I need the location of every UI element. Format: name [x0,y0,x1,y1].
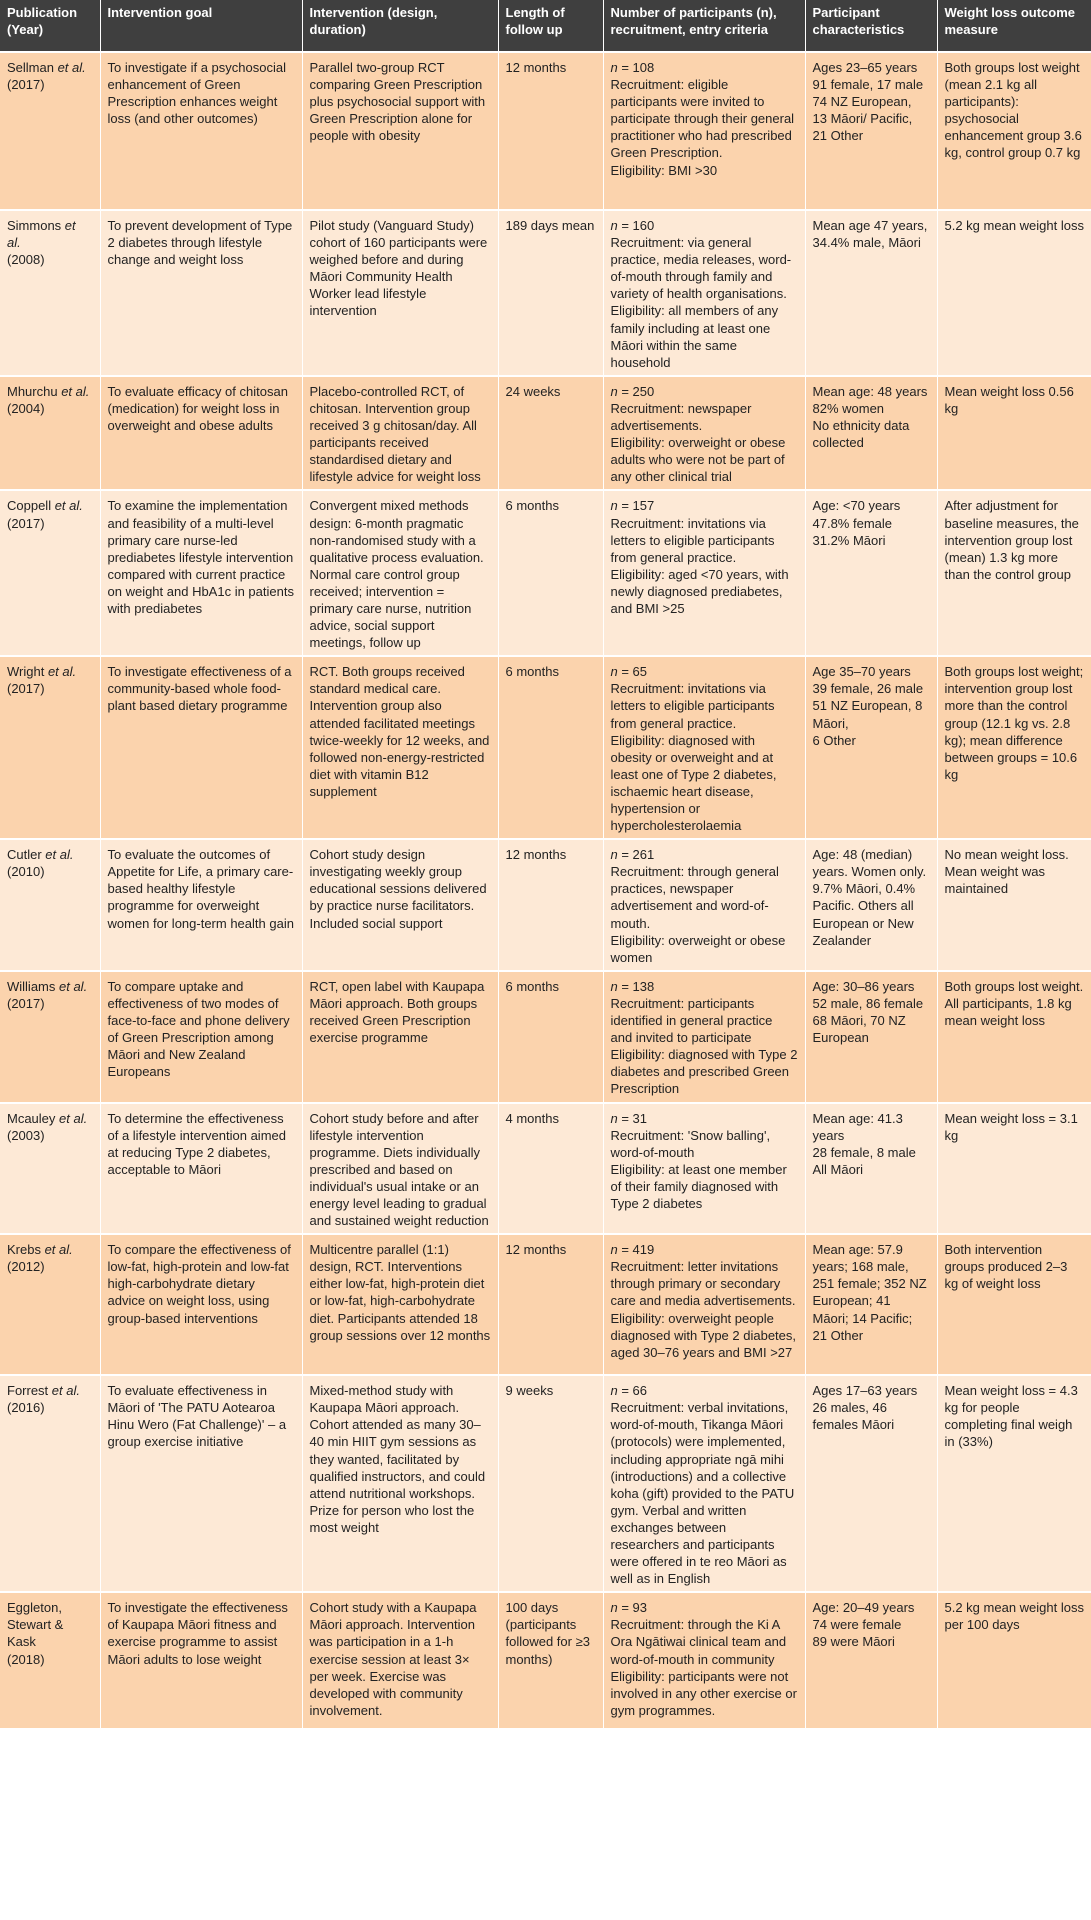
publication-author: Cutler [7,847,42,863]
publication-author: Mhurchu [7,383,58,399]
publication-year: (2003) [7,1127,45,1143]
publication-year: (2010) [7,864,45,880]
participant-count: = 160 [617,218,655,233]
publication-cell [0,839,100,971]
table-row [0,490,1091,656]
publication-author: Simmons [7,218,62,233]
recruitment-text: Recruitment: through the Ki A Ora Ngātiwai clinical team and word-of-mouth in community Eligibility: participants were not involved in any other exercise or gym programmes. [610,1617,797,1718]
outcome-cell: Both groups lost weight. All participants, 1.8 kg mean weight loss [937,971,1091,1103]
table-row [0,656,1091,839]
goal-cell: To evaluate efficacy of chitosan (medication) for weight loss in overweight and obese adults [100,376,302,491]
publication-cell [0,490,100,656]
participants-cell [603,1375,805,1592]
header-participants: Number of participants (n), recruitment, entry criteria [603,0,805,52]
outcome-cell: Both intervention groups produced 2–3 kg of weight loss [937,1234,1091,1375]
publication-author: Coppell [7,498,52,514]
participants-cell [603,1234,805,1375]
outcome-cell: Mean weight loss = 4.3 kg for people completing final weigh in (33%) [937,1375,1091,1592]
table-row [0,52,1091,210]
follow-up-cell: 100 days (participants followed for ≥3 months) [498,1592,603,1729]
goal-cell: To compare the effectiveness of low-fat, high-protein and low-fat high-carbohydrate dietary advice on weight loss, using group-based interventions [100,1234,302,1375]
participants-cell [603,210,805,376]
participant-count: = 66 [617,1383,648,1399]
recruitment-text: Recruitment: through general practices, newspaper advertisement and word-of-mouth. Eligibility: overweight or obese women [610,864,786,965]
n-symbol: n [610,1242,618,1258]
n-symbol: n [610,218,618,233]
participant-count: = 250 [617,383,655,399]
design-cell: Cohort study with a Kaupapa Māori approach. Intervention was participation in a 1-h exercise session at least 3× per week. Exercise was developed with community involvement. [302,1592,498,1729]
publication-cell [0,656,100,839]
n-symbol: n [610,1110,618,1126]
recruitment-text: Recruitment: via general practice, media releases, word-of-mouth through family and variety of health organisations. Eligibility: all members of any family including at least one Māori within the same household [610,235,792,370]
header-intervention-design: Intervention (design, duration) [302,0,498,52]
recruitment-text: Recruitment: eligible participants were invited to participate through their general practitioner who had prescribed Green Prescription. Eligibility: BMI >30 [610,77,795,178]
recruitment-text: Recruitment: letter invitations through primary or secondary care and media advertisements. Eligibility: overweight people diagnosed with Type 2 diabetes, aged 30–76 years and BMI >27 [610,1259,797,1360]
publication-author: Mcauley [7,1110,56,1126]
table-row [0,1234,1091,1375]
table-row [0,376,1091,491]
follow-up-cell: 6 months [498,656,603,839]
participant-count: = 31 [617,1110,648,1126]
header-follow-up: Length of follow up [498,0,603,52]
publication-year: (2016) [7,1400,45,1416]
goal-cell: To examine the implementation and feasibility of a multi-level primary care nurse-led prediabetes lifestyle intervention compared with current practice on weight and HbA1c in patients with prediabetes [100,490,302,656]
publication-cell [0,376,100,491]
header-row [0,0,1091,52]
table-row [0,1592,1091,1729]
table-row [0,1375,1091,1592]
table-body [0,52,1091,1729]
outcome-cell: Both groups lost weight; intervention group lost more than the control group (12.1 kg vs. 2.8 kg); mean difference between groups = 10.6 kg [937,656,1091,839]
table-row [0,210,1091,376]
n-symbol: n [610,847,618,863]
goal-cell: To determine the effectiveness of a lifestyle intervention aimed at reducing Type 2 diabetes, acceptable to Māori [100,1103,302,1235]
participant-count: = 157 [617,498,655,514]
characteristics-cell: Mean age: 57.9 years; 168 male, 251 female; 352 NZ European; 41 Māori; 14 Pacific; 21 Other [805,1234,937,1375]
design-cell: RCT. Both groups received standard medical care. Intervention group also attended facilitated meetings twice-weekly for 12 weeks, and followed non-energy-restricted diet with vitamin B12 supplement [302,656,498,839]
goal-cell: To evaluate effectiveness in Māori of 'The PATU Aotearoa Hinu Wero (Fat Challenge)' – a group exercise initiative [100,1375,302,1592]
goal-cell: To investigate effectiveness of a community-based whole food-plant based dietary programme [100,656,302,839]
participant-count: = 138 [617,978,655,994]
follow-up-cell: 4 months [498,1103,603,1235]
publication-author: Forrest [7,1383,49,1399]
outcome-cell: Both groups lost weight (mean 2.1 kg all participants): psychosocial enhancement group 3.6 kg, control group 0.7 kg [937,52,1091,210]
publication-year: (2008) [7,252,45,268]
outcome-cell: No mean weight loss. Mean weight was maintained [937,839,1091,971]
header-intervention-goal: Intervention goal [100,0,302,52]
publication-year: (2012) [7,1259,45,1275]
goal-cell: To compare uptake and effectiveness of two modes of face-to-face and phone delivery of Green Prescription among Māori and New Zealand Europeans [100,971,302,1103]
design-cell: RCT, open label with Kaupapa Māori approach. Both groups received Green Prescription exercise programme [302,971,498,1103]
participant-count: = 65 [617,664,648,680]
publication-author: Williams [7,978,56,994]
publication-year: (2004) [7,400,45,416]
publication-year: (2017) [7,77,45,93]
participants-cell [603,490,805,656]
publication-etal: et al. [55,978,88,994]
publication-author: Sellman [7,60,54,75]
recruitment-text: Recruitment: 'Snow balling', word-of-mouth Eligibility: at least one member of their family diagnosed with Type 2 diabetes [610,1127,787,1211]
participants-cell [603,52,805,210]
characteristics-cell: Ages 23–65 years 91 female, 17 male 74 NZ European, 13 Māori/ Pacific, 21 Other [805,52,937,210]
characteristics-cell: Mean age: 48 years 82% women No ethnicity data collected [805,376,937,491]
characteristics-cell: Age 35–70 years 39 female, 26 male 51 NZ European, 8 Māori, 6 Other [805,656,937,839]
follow-up-cell: 189 days mean [498,210,603,376]
publication-etal: et al. [51,498,83,514]
participants-cell [603,839,805,971]
follow-up-cell: 24 weeks [498,376,603,491]
goal-cell: To evaluate the outcomes of Appetite for Life, a primary care-based healthy lifestyle programme for overweight women for long-term health gain [100,839,302,971]
publication-etal: et al. [55,1110,88,1126]
publication-etal: et al. [57,383,90,399]
design-cell: Parallel two-group RCT comparing Green Prescription plus psychosocial support with Green Prescription alone for people with obesity [302,52,498,210]
publication-etal: et al. [40,1242,73,1258]
design-cell: Placebo-controlled RCT, of chitosan. Intervention group received 3 g chitosan/day. All participants received standardised dietary and lifestyle advice for weight loss [302,376,498,491]
follow-up-cell: 6 months [498,490,603,656]
n-symbol: n [610,60,618,75]
publication-cell [0,1592,100,1729]
participant-count: = 419 [617,1242,655,1258]
n-symbol: n [610,1383,618,1399]
publication-author: Wright [7,664,45,680]
outcome-cell: 5.2 kg mean weight loss [937,210,1091,376]
design-cell: Convergent mixed methods design: 6-month pragmatic non-randomised study with a qualitative process evaluation. Normal care control group received; intervention = primary care nurse, nutrition advice, social support meetings, follow up [302,490,498,656]
follow-up-cell: 12 months [498,1234,603,1375]
table-row [0,839,1091,971]
participants-cell [603,656,805,839]
outcome-cell: Mean weight loss 0.56 kg [937,376,1091,491]
publication-cell [0,52,100,210]
goal-cell: To investigate the effectiveness of Kaupapa Māori fitness and exercise programme to assist Māori adults to lose weight [100,1592,302,1729]
publication-cell [0,210,100,376]
header-publication: Publication (Year) [0,0,100,52]
publication-cell [0,1103,100,1235]
participant-count: = 261 [617,847,655,863]
recruitment-text: Recruitment: invitations via letters to eligible participants from general practice. Eligibility: diagnosed with obesity or overweight and at least one of Type 2 diabetes, ischaemic heart disease, hypertension or hypercholesterolaemia [610,681,777,834]
characteristics-cell: Age: 48 (median) years. Women only. 9.7% Māori, 0.4% Pacific. Others all European or New Zealander [805,839,937,971]
participants-cell [603,1592,805,1729]
design-cell: Multicentre parallel (1:1) design, RCT. Interventions either low-fat, high-protein diet or low-fat, high-carbohydrate diet. Participants attended 18 group sessions over 12 months [302,1234,498,1375]
publication-cell [0,971,100,1103]
design-cell: Cohort study design investigating weekly group educational sessions delivered by practice nurse facilitators. Included social support [302,839,498,971]
publication-year: (2017) [7,995,45,1011]
publication-etal: et al. [48,1383,80,1399]
design-cell: Cohort study before and after lifestyle intervention programme. Diets individually prescribed and based on individual's usual intake or an energy level leading to gradual and sustained weight reduction [302,1103,498,1235]
characteristics-cell: Ages 17–63 years 26 males, 46 females Māori [805,1375,937,1592]
header-characteristics: Participant characteristics [805,0,937,52]
characteristics-cell: Age: 20–49 years 74 were female 89 were Māori [805,1592,937,1729]
n-symbol: n [610,1600,618,1616]
publication-author: Krebs [7,1242,41,1258]
follow-up-cell: 6 months [498,971,603,1103]
table-header [0,0,1091,52]
outcome-cell: 5.2 kg mean weight loss per 100 days [937,1592,1091,1729]
participants-cell [603,971,805,1103]
characteristics-cell: Age: <70 years 47.8% female 31.2% Māori [805,490,937,656]
publication-author: Eggleton, Stewart & Kask [7,1600,64,1650]
table-row [0,1103,1091,1235]
recruitment-text: Recruitment: verbal invitations, word-of-mouth, Tikanga Māori (protocols) were implemented, including appropriate ngā mihi (introductions) and a collective koha (gift) provided to the PATU gym. Verbal and written exchanges between researchers and participants were offered in te reo Māori as well as in English [610,1400,795,1587]
outcome-cell: After adjustment for baseline measures, the intervention group lost (mean) 1.3 kg more than the control group [937,490,1091,656]
participants-cell [603,376,805,491]
characteristics-cell: Age: 30–86 years 52 male, 86 female 68 Māori, 70 NZ European [805,971,937,1103]
publication-etal: et al. [41,847,74,863]
outcome-cell: Mean weight loss = 3.1 kg [937,1103,1091,1235]
publication-year: (2017) [7,681,45,697]
characteristics-cell: Mean age 47 years, 34.4% male, Māori [805,210,937,376]
follow-up-cell: 12 months [498,52,603,210]
goal-cell: To prevent development of Type 2 diabetes through lifestyle change and weight loss [100,210,302,376]
n-symbol: n [610,383,618,399]
publication-year: (2018) [7,1651,45,1667]
design-cell: Pilot study (Vanguard Study) cohort of 160 participants were weighed before and during Māori Community Health Worker lead lifestyle intervention [302,210,498,376]
recruitment-text: Recruitment: participants identified in general practice and invited to participate Eligibility: diagnosed with Type 2 diabetes and prescribed Green Prescription [610,995,798,1097]
publication-year: (2017) [7,515,45,531]
follow-up-cell: 9 weeks [498,1375,603,1592]
table-row [0,971,1091,1103]
publication-cell [0,1234,100,1375]
n-symbol: n [610,978,618,994]
follow-up-cell: 12 months [498,839,603,971]
publication-etal: et al. [7,218,76,251]
publication-etal: et al. [53,60,86,75]
participant-count: = 93 [617,1600,648,1616]
characteristics-cell: Mean age: 41.3 years 28 female, 8 male All Māori [805,1103,937,1235]
design-cell: Mixed-method study with Kaupapa Māori approach. Cohort attended as many 30–40 min HIIT gym sessions as they wanted, facilitated by qualified instructors, and could attend nutritional workshops. Prize for person who lost the most weight [302,1375,498,1592]
n-symbol: n [610,498,618,514]
publication-cell [0,1375,100,1592]
participants-cell [603,1103,805,1235]
header-weight-outcome: Weight loss outcome measure [937,0,1091,52]
publication-etal: et al. [44,664,77,680]
recruitment-text: Recruitment: newspaper advertisements. Eligibility: overweight or obese adults who were not be part of any other clinical trial [610,400,786,485]
n-symbol: n [610,664,618,680]
recruitment-text: Recruitment: invitations via letters to eligible participants from general practice. Eligibility: aged <70 years, with newly diagnosed prediabetes, and BMI >25 [610,515,789,616]
goal-cell: To investigate if a psychosocial enhancement of Green Prescription enhances weight loss (and other outcomes) [100,52,302,210]
participant-count: = 108 [617,60,655,75]
